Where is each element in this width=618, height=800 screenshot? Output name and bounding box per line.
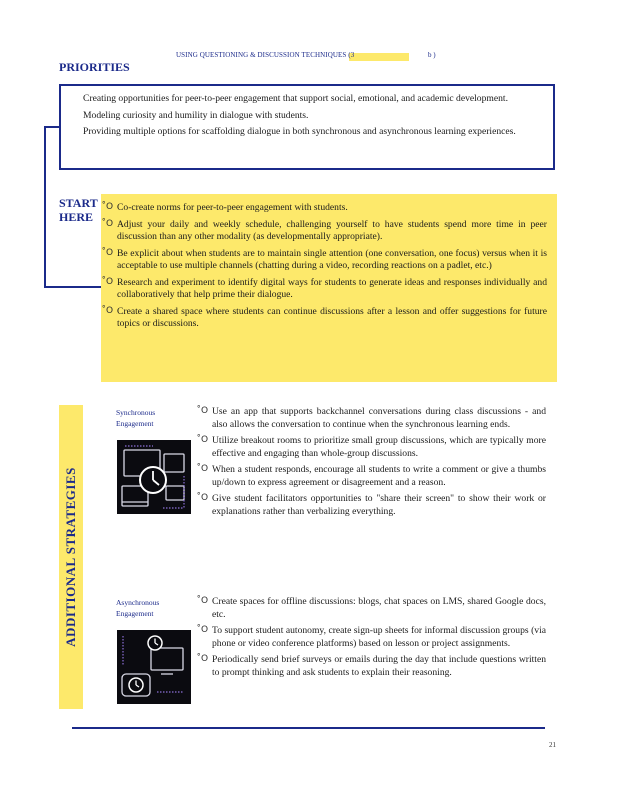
header-highlight (349, 53, 409, 61)
additional-strategies-label: ADDITIONAL STRATEGIES (63, 467, 78, 647)
circle-bullet-icon: ̊O (201, 406, 209, 416)
list-item: Creating opportunities for peer-to-peer engagement that support social, emotional, and academic development. (83, 93, 508, 104)
circle-bullet-icon: ̊O (106, 305, 114, 316)
clocks-on-devices-icon (117, 630, 191, 704)
list-item: ̊O Adjust your daily and weekly schedule, challenging yourself to have students spend more time in peer discussion than any other modality (as developmentally appropriate). (106, 218, 547, 242)
connector-line (44, 126, 46, 288)
circle-bullet-icon: ̊O (201, 464, 209, 474)
synchronous-list (201, 406, 546, 522)
list-item: ̊O To support student autonomy, create sign-up sheets for informal discussion groups (via phone or video conference platforms) based on lesson or project assignments. (201, 625, 546, 649)
synchronous-label: Synchronous Engagement (116, 408, 156, 428)
list-item: ̊O Be explicit about when students are to maintain single attention (one conversation, one focus) versus when it is acceptable to use multiple channels (chatting during a video, recording reactions on a padlet, etc.) (106, 247, 547, 271)
list-item: ̊O Co-create norms for peer-to-peer engagement with students. (106, 202, 348, 213)
header-suffix: b ) (428, 51, 436, 59)
asynchronous-list (201, 596, 546, 683)
connector-line (44, 286, 101, 288)
priorities-list (69, 93, 543, 139)
list-item: ̊O Create spaces for offline discussions: blogs, chat spaces on LMS, shared Google docs, etc. (201, 596, 546, 620)
list-item: ̊O Create a shared space where students can continue discussions after a lesson and offer suggestions for future topics or discussions. (106, 305, 547, 329)
page-number: 21 (549, 741, 556, 749)
list-item: ̊O When a student responds, encourage all students to write a comment or give a thumbs up/down to express agreement or disagreement and a reason. (201, 464, 546, 488)
clock-and-devices-icon (117, 440, 191, 514)
circle-bullet-icon: ̊O (201, 625, 209, 635)
footer-rule (72, 727, 545, 729)
start-here-label: START HERE (59, 196, 98, 224)
circle-bullet-icon: ̊O (201, 435, 209, 445)
circle-bullet-icon: ̊O (106, 218, 114, 229)
connector-line (44, 126, 59, 128)
circle-bullet-icon: ̊O (201, 654, 209, 664)
circle-bullet-icon: ̊O (106, 247, 114, 258)
list-item: ̊O Give student facilitators opportunities to "share their screen" to show their work or explanations rather than verbalizing everything. (201, 493, 546, 517)
asynchronous-label: Asynchronous Engagement (116, 598, 160, 618)
circle-bullet-icon: ̊O (201, 493, 209, 503)
priorities-box (59, 84, 555, 170)
priorities-label: PRIORITIES (59, 60, 130, 74)
list-item: ̊O Use an app that supports backchannel conversations during class discussions - and also allows the conversation to continue when the synchronous learning ends. (201, 406, 546, 430)
start-here-list (106, 202, 547, 331)
circle-bullet-icon: ̊O (106, 202, 114, 212)
circle-bullet-icon: ̊O (106, 276, 114, 287)
list-item: ̊O Research and experiment to identify digital ways for students to generate ideas and responses individually and collaboratively that help prime their dialogue. (106, 276, 547, 300)
header-title: USING QUESTIONING & DISCUSSION TECHNIQUES (3 (176, 51, 355, 59)
list-item: ̊O Periodically send brief surveys or emails during the day that include questions written to prompt thinking and ask students to explain their reasoning. (201, 654, 546, 678)
list-item: Providing multiple options for scaffolding dialogue in both synchronous and asynchronous learning experiences. (83, 126, 516, 137)
circle-bullet-icon: ̊O (201, 596, 209, 606)
list-item: ̊O Utilize breakout rooms to prioritize small group discussions, which are typically more effective and engaging than whole-group discussions. (201, 435, 546, 459)
start-here-box (101, 194, 557, 382)
list-item: Modeling curiosity and humility in dialogue with students. (83, 109, 309, 121)
